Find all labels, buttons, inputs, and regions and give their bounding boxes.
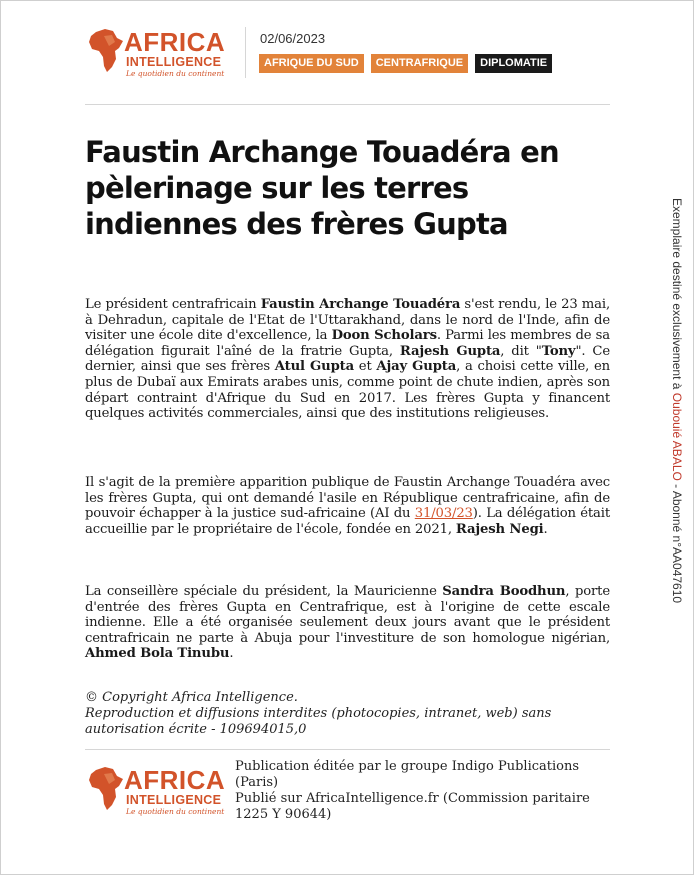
africa-map-icon [88,764,124,812]
tag-centrafrique[interactable]: CENTRAFRIQUE [371,54,468,73]
brand-word-africa: AFRICA [124,765,226,795]
header-rule [85,104,610,105]
brand-tagline: Le quotidien du continent [126,807,225,816]
paragraph-3: La conseillère spéciale du président, la Mauricienne Sandra Boodhun, porte d'entrée des frères Gupta en Centrafrique, est à l'origine de cette escale indienne. Elle a été organisée seulement deux jours avant que le président centrafricain ne parte à Abuja pour l'investiture de son homologue nigérian, Ahmed Bola Tinubu. [85,584,610,662]
copyright-line-1: © Copyright Africa Intelligence. [85,690,298,705]
brand-tagline: Le quotidien du continent [126,69,225,78]
footer-brand-logo[interactable] [88,764,228,814]
copyright-notice [85,690,610,738]
subscriber-name: Oubouié ABALO [670,392,684,481]
article-title: Faustin Archange Touadéra en pèlerinage sur les terres indiennes des frères Gupta [85,135,559,241]
subscriber-notice [670,198,684,603]
article-body [85,297,610,422]
africa-map-icon [88,26,124,74]
article-body-2 [85,475,610,537]
subscriber-number: - Abonné n°AA047610 [670,480,684,604]
brand-word-intelligence: INTELLIGENCE [126,793,222,807]
publisher-info [235,759,615,823]
publication-date: 02/06/2023 [260,31,326,46]
paragraph-2: Il s'agit de la première apparition publique de Faustin Archange Touadéra avec les frères Gupta, qui ont demandé l'asile en République centrafricaine, afin de pouvoir échapper à la justice sud-africaine (AI du 31/03/23). La délégation était accueillie par le propriétaire de l'école, fondée en 2021, Rajesh Negi. [85,475,610,537]
article-body-3 [85,584,610,662]
tag-list [259,54,552,73]
related-article-link[interactable]: 31/03/23 [414,506,473,522]
tag-diplomatie[interactable]: DIPLOMATIE [475,54,552,73]
subscriber-prefix: Exemplaire destiné exclusivement à [670,198,684,393]
brand-logo[interactable] [88,26,228,76]
paragraph-1: Le président centrafricain Faustin Archange Touadéra s'est rendu, le 23 mai, à Dehradun, capitale de l'Etat de l'Uttarakhand, dans le nord de l'Inde, afin de visiter une école dite d'excellence, la Doon Scholars. Parmi les membres de sa délégation figurait l'aîné de la fratrie Gupta, Rajesh Gupta, dit "Tony". Ce dernier, ainsi que ses frères Atul Gupta et Ajay Gupta, a choisi cette ville, en plus de Dubaï aux Emirats arabes unis, comme point de chute indien, après son départ contraint d'Afrique du Sud en 2017. Les frères Gupta y financent quelques activités commerciales, ainsi que des institutions religieuses. [85,297,610,422]
header-divider [245,27,246,78]
brand-word-africa: AFRICA [124,27,226,57]
commission-line: Publié sur AfricaIntelligence.fr (Commission paritaire 1225 Y 90644) [235,791,590,822]
tag-afrique-du-sud[interactable]: AFRIQUE DU SUD [259,54,364,73]
publisher-line: Publication éditée par le groupe Indigo Publications (Paris) [235,759,580,790]
footer-rule [85,749,610,750]
brand-word-intelligence: INTELLIGENCE [126,55,222,69]
copyright-line-2: Reproduction et diffusions interdites (photocopies, intranet, web) sans autorisation écrite - 109694015,0 [85,706,552,737]
